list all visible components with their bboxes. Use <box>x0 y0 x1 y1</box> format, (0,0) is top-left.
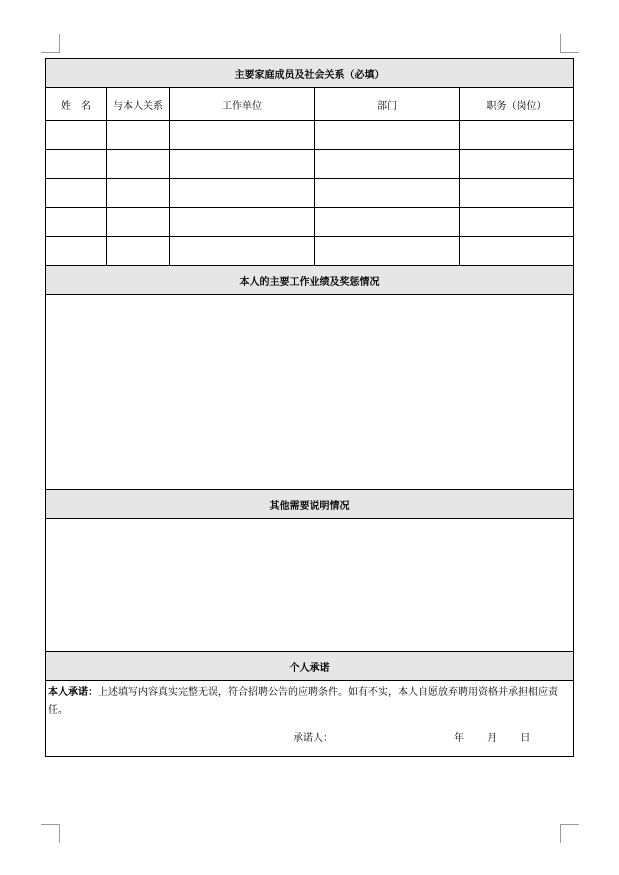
cell-position[interactable] <box>460 179 574 208</box>
achievements-content-area[interactable] <box>46 295 574 490</box>
crop-mark-top-left <box>41 34 60 53</box>
signer-label: 承诺人： <box>293 733 333 744</box>
cell-department[interactable] <box>315 179 460 208</box>
pledge-section-title: 个人承诺 <box>46 652 574 681</box>
header-name: 姓 名 <box>46 88 107 121</box>
pledge-content <box>46 681 574 757</box>
day-label: 日 <box>520 733 531 744</box>
cell-position[interactable] <box>460 150 574 179</box>
family-row <box>46 121 574 150</box>
cell-relation[interactable] <box>107 179 170 208</box>
achievements-section-title: 本人的主要工作业绩及奖惩情况 <box>46 266 574 295</box>
month-label: 月 <box>487 733 498 744</box>
header-employer: 工作单位 <box>170 88 315 121</box>
family-row <box>46 179 574 208</box>
cell-department[interactable] <box>315 208 460 237</box>
cell-employer[interactable] <box>170 179 315 208</box>
cell-department[interactable] <box>315 121 460 150</box>
cell-name[interactable] <box>46 179 107 208</box>
year-label: 年 <box>454 733 464 744</box>
application-form-table <box>45 58 574 757</box>
family-row <box>46 208 574 237</box>
cell-department[interactable] <box>315 237 460 266</box>
cell-relation[interactable] <box>107 121 170 150</box>
cell-name[interactable] <box>46 208 107 237</box>
cell-relation[interactable] <box>107 237 170 266</box>
family-section-title: 主要家庭成员及社会关系（必填） <box>46 59 574 88</box>
crop-mark-bottom-left <box>41 824 60 843</box>
cell-employer[interactable] <box>170 121 315 150</box>
cell-position[interactable] <box>460 237 574 266</box>
cell-position[interactable] <box>460 121 574 150</box>
cell-name[interactable] <box>46 150 107 179</box>
signature-line <box>48 730 571 748</box>
family-header-row <box>46 88 574 121</box>
family-row <box>46 237 574 266</box>
cell-employer[interactable] <box>170 150 315 179</box>
cell-department[interactable] <box>315 150 460 179</box>
cell-name[interactable] <box>46 237 107 266</box>
pledge-label: 本人承诺： <box>48 687 98 698</box>
cell-relation[interactable] <box>107 150 170 179</box>
header-position: 职务（岗位） <box>460 88 574 121</box>
cell-position[interactable] <box>460 208 574 237</box>
pledge-text: 上述填写内容真实完整无误，符合招聘公告的应聘条件。如有不实，本人自愿放弃聘用资格并承担相应责任。 <box>48 687 558 716</box>
cell-relation[interactable] <box>107 208 170 237</box>
crop-mark-bottom-right <box>560 824 579 843</box>
header-department: 部门 <box>315 88 460 121</box>
other-content-area[interactable] <box>46 519 574 652</box>
date-fields <box>454 730 550 748</box>
header-relation: 与本人关系 <box>107 88 170 121</box>
crop-mark-top-right <box>560 34 579 53</box>
cell-name[interactable] <box>46 121 107 150</box>
family-row <box>46 150 574 179</box>
cell-employer[interactable] <box>170 208 315 237</box>
cell-employer[interactable] <box>170 237 315 266</box>
other-section-title: 其他需要说明情况 <box>46 490 574 519</box>
